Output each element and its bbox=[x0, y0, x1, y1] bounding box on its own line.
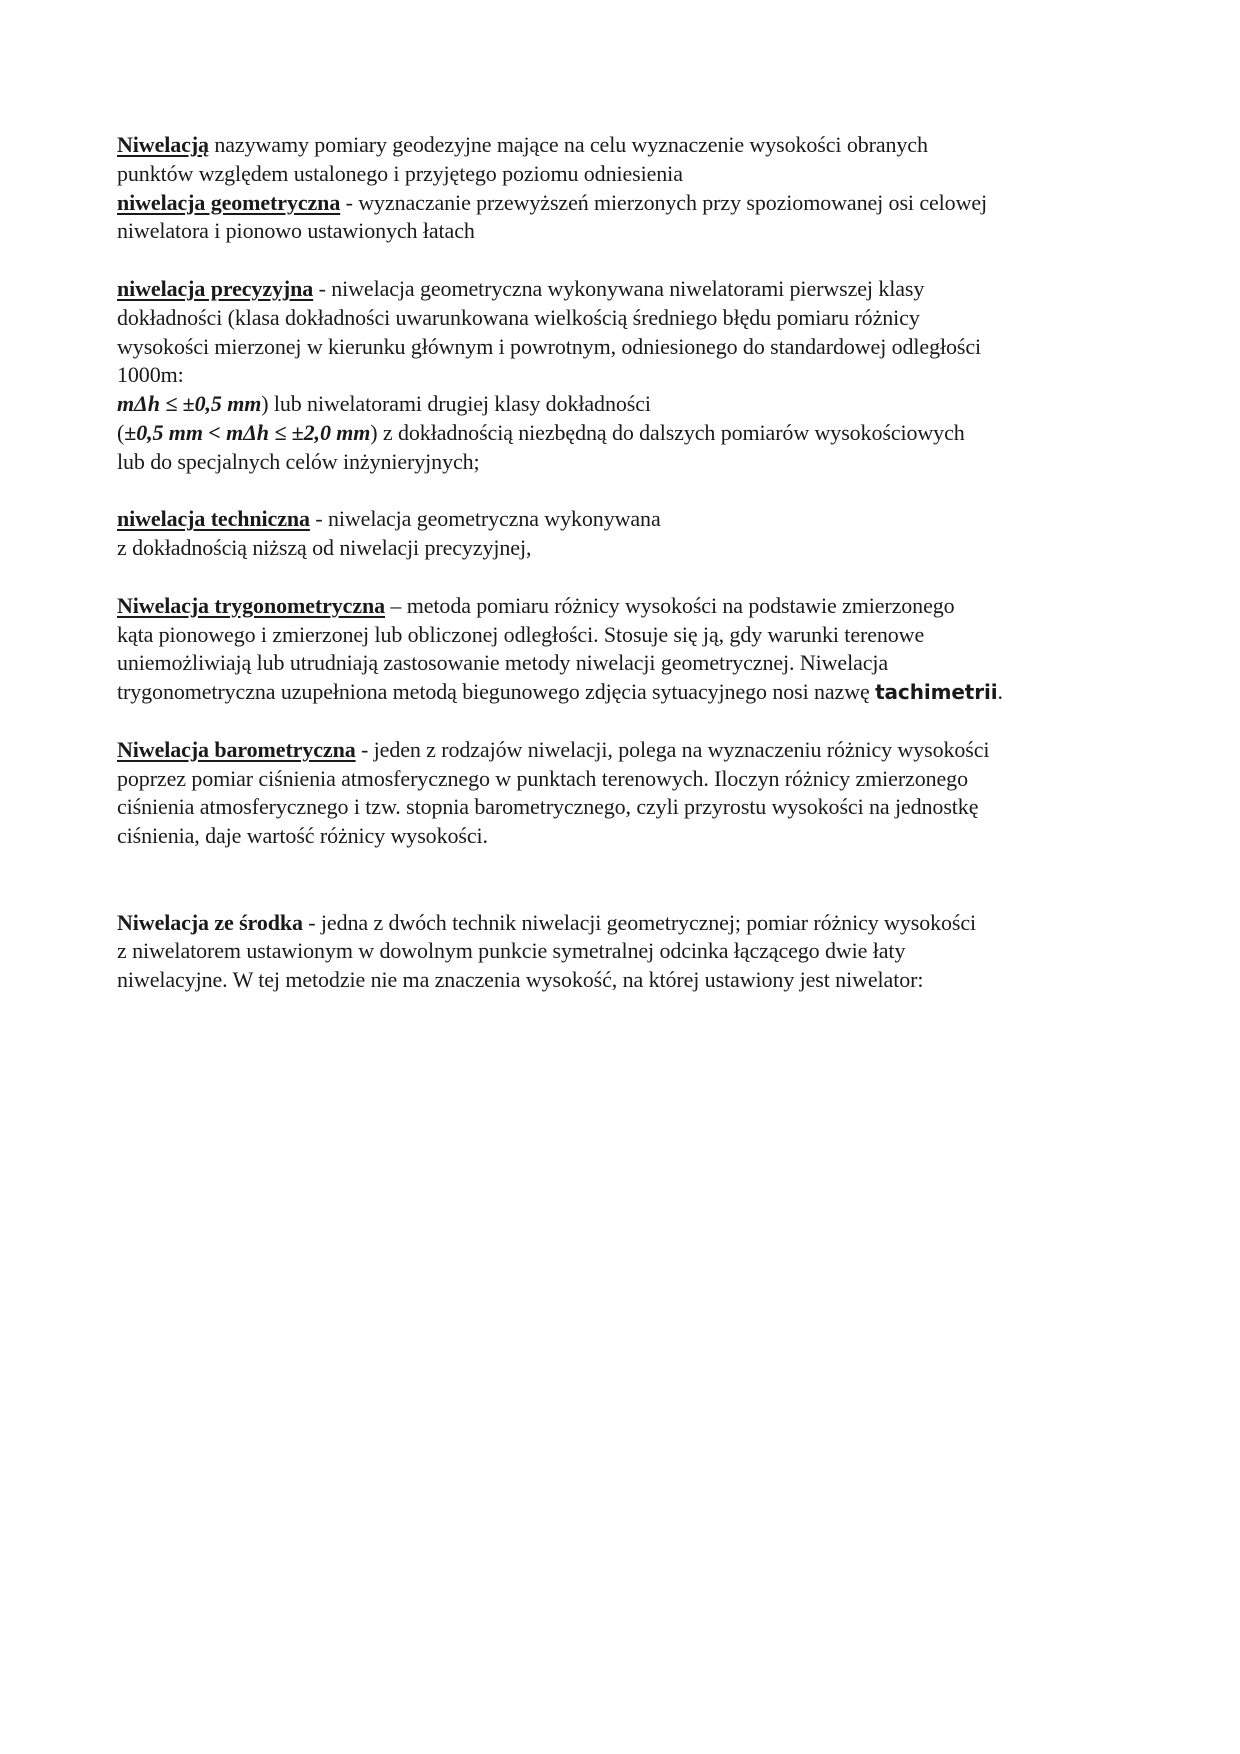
text-run: - jeden z rodzajów niwelacji, polega na wyznaczeniu różnicy wysokości bbox=[355, 736, 990, 762]
text-line: lub do specjalnych celów inżynieryjnych; bbox=[117, 448, 480, 474]
text-run: trygonometryczna uzupełniona metodą biegunowego zdjęcia sytuacyjnego nosi nazwę bbox=[117, 679, 876, 705]
text-line bbox=[117, 592, 1127, 621]
text-line bbox=[117, 275, 1127, 304]
term-niwelacja: Niwelacją bbox=[117, 132, 209, 157]
text-line bbox=[117, 678, 1127, 707]
text-run: ( bbox=[117, 419, 125, 445]
text-run: - niwelacja geometryczna wykonywana bbox=[309, 506, 661, 532]
text-run: nazywamy pomiary geodezyjne mające na celu wyznaczenie wysokości obranych bbox=[208, 132, 928, 157]
paragraph-niwelacja-barometryczna bbox=[117, 736, 1127, 851]
text-line: niwelatora i pionowo ustawionych łatach bbox=[117, 218, 475, 244]
text-line: z dokładnością niższą od niwelacji precyzyjnej, bbox=[117, 535, 532, 561]
term-niwelacja-geometryczna: niwelacja geometryczna bbox=[117, 189, 341, 215]
text-run: - jedna z dwóch technik niwelacji geometrycznej; pomiar różnicy wysokości bbox=[302, 909, 977, 935]
paragraph-spacer bbox=[117, 563, 1127, 592]
term-niwelacja-ze-srodka: Niwelacja ze środka bbox=[117, 909, 303, 935]
text-line: z niwelatorem ustawionym w dowolnym punkcie symetralnej odcinka łączącego dwie łaty bbox=[117, 938, 906, 964]
text-line: uniemożliwiają lub utrudniają zastosowanie metody niwelacji geometrycznej. Niwelacja bbox=[117, 650, 889, 676]
text-run: - niwelacja geometryczna wykonywana niwelatorami pierwszej klasy bbox=[313, 275, 925, 301]
paragraph-niwelacja-techniczna bbox=[117, 505, 1127, 563]
term-tachimetrii: tachimetrii bbox=[875, 680, 998, 705]
term-niwelacja-barometryczna: Niwelacja barometryczna bbox=[117, 736, 356, 762]
text-line bbox=[117, 390, 1127, 419]
text-line bbox=[117, 505, 1127, 534]
paragraph-niwelacja-ze-srodka bbox=[117, 909, 1127, 995]
text-run: ) z dokładnością niezbędną do dalszych pomiarów wysokościowych bbox=[370, 419, 965, 445]
text-line: punktów względem ustalonego i przyjętego poziomu odniesienia bbox=[117, 160, 683, 186]
text-run: - wyznaczanie przewyższeń mierzonych przy spoziomowanej osi celowej bbox=[340, 189, 988, 215]
paragraph-spacer bbox=[117, 477, 1127, 506]
paragraph-spacer bbox=[117, 851, 1127, 909]
paragraph-niwelacja-definition bbox=[117, 131, 1127, 189]
math-formula: ±0,5 mm < mΔh ≤ ±2,0 mm bbox=[124, 419, 371, 445]
text-line: kąta pionowego i zmierzonej lub obliczonej odległości. Stosuje się ją, gdy warunki terenowe bbox=[117, 621, 925, 647]
term-niwelacja-precyzyjna: niwelacja precyzyjna bbox=[117, 275, 314, 301]
paragraph-niwelacja-trygonometryczna bbox=[117, 592, 1127, 707]
text-line: dokładności (klasa dokładności uwarunkowana wielkością średniego błędu pomiaru różnicy bbox=[117, 304, 920, 330]
text-run: ) lub niwelatorami drugiej klasy dokładności bbox=[261, 391, 651, 417]
paragraph-niwelacja-precyzyjna bbox=[117, 275, 1127, 477]
text-line bbox=[117, 419, 1127, 448]
paragraph-spacer bbox=[117, 246, 1127, 275]
text-line: niwelacyjne. W tej metodzie nie ma znaczenia wysokość, na której ustawiony jest niwelator: bbox=[117, 967, 924, 993]
text-line bbox=[117, 736, 1127, 765]
paragraph-spacer bbox=[117, 707, 1127, 736]
text-line: ciśnienia atmosferycznego i tzw. stopnia barometrycznego, czyli przyrostu wysokości na jednostkę bbox=[117, 794, 979, 820]
term-niwelacja-trygonometryczna: Niwelacja trygonometryczna bbox=[117, 592, 386, 618]
text-line bbox=[117, 189, 1127, 218]
math-formula: mΔh ≤ ±0,5 mm bbox=[117, 391, 262, 417]
text-line: 1000m: bbox=[117, 362, 184, 388]
text-line: wysokości mierzonej w kierunku głównym i powrotnym, odniesionego do standardowej odległości bbox=[117, 333, 982, 359]
paragraph-niwelacja-geometryczna bbox=[117, 189, 1127, 247]
text-line: ciśnienia, daje wartość różnicy wysokości. bbox=[117, 823, 488, 849]
term-niwelacja-techniczna: niwelacja techniczna bbox=[117, 506, 310, 532]
document-body bbox=[117, 131, 1127, 995]
text-line: poprzez pomiar ciśnienia atmosferycznego w punktach terenowych. Iloczyn różnicy zmierzonego bbox=[117, 765, 968, 791]
text-run: – metoda pomiaru różnicy wysokości na podstawie zmierzonego bbox=[385, 592, 955, 618]
text-run: . bbox=[997, 679, 1003, 705]
text-line bbox=[117, 131, 1127, 160]
text-line bbox=[117, 909, 1127, 938]
